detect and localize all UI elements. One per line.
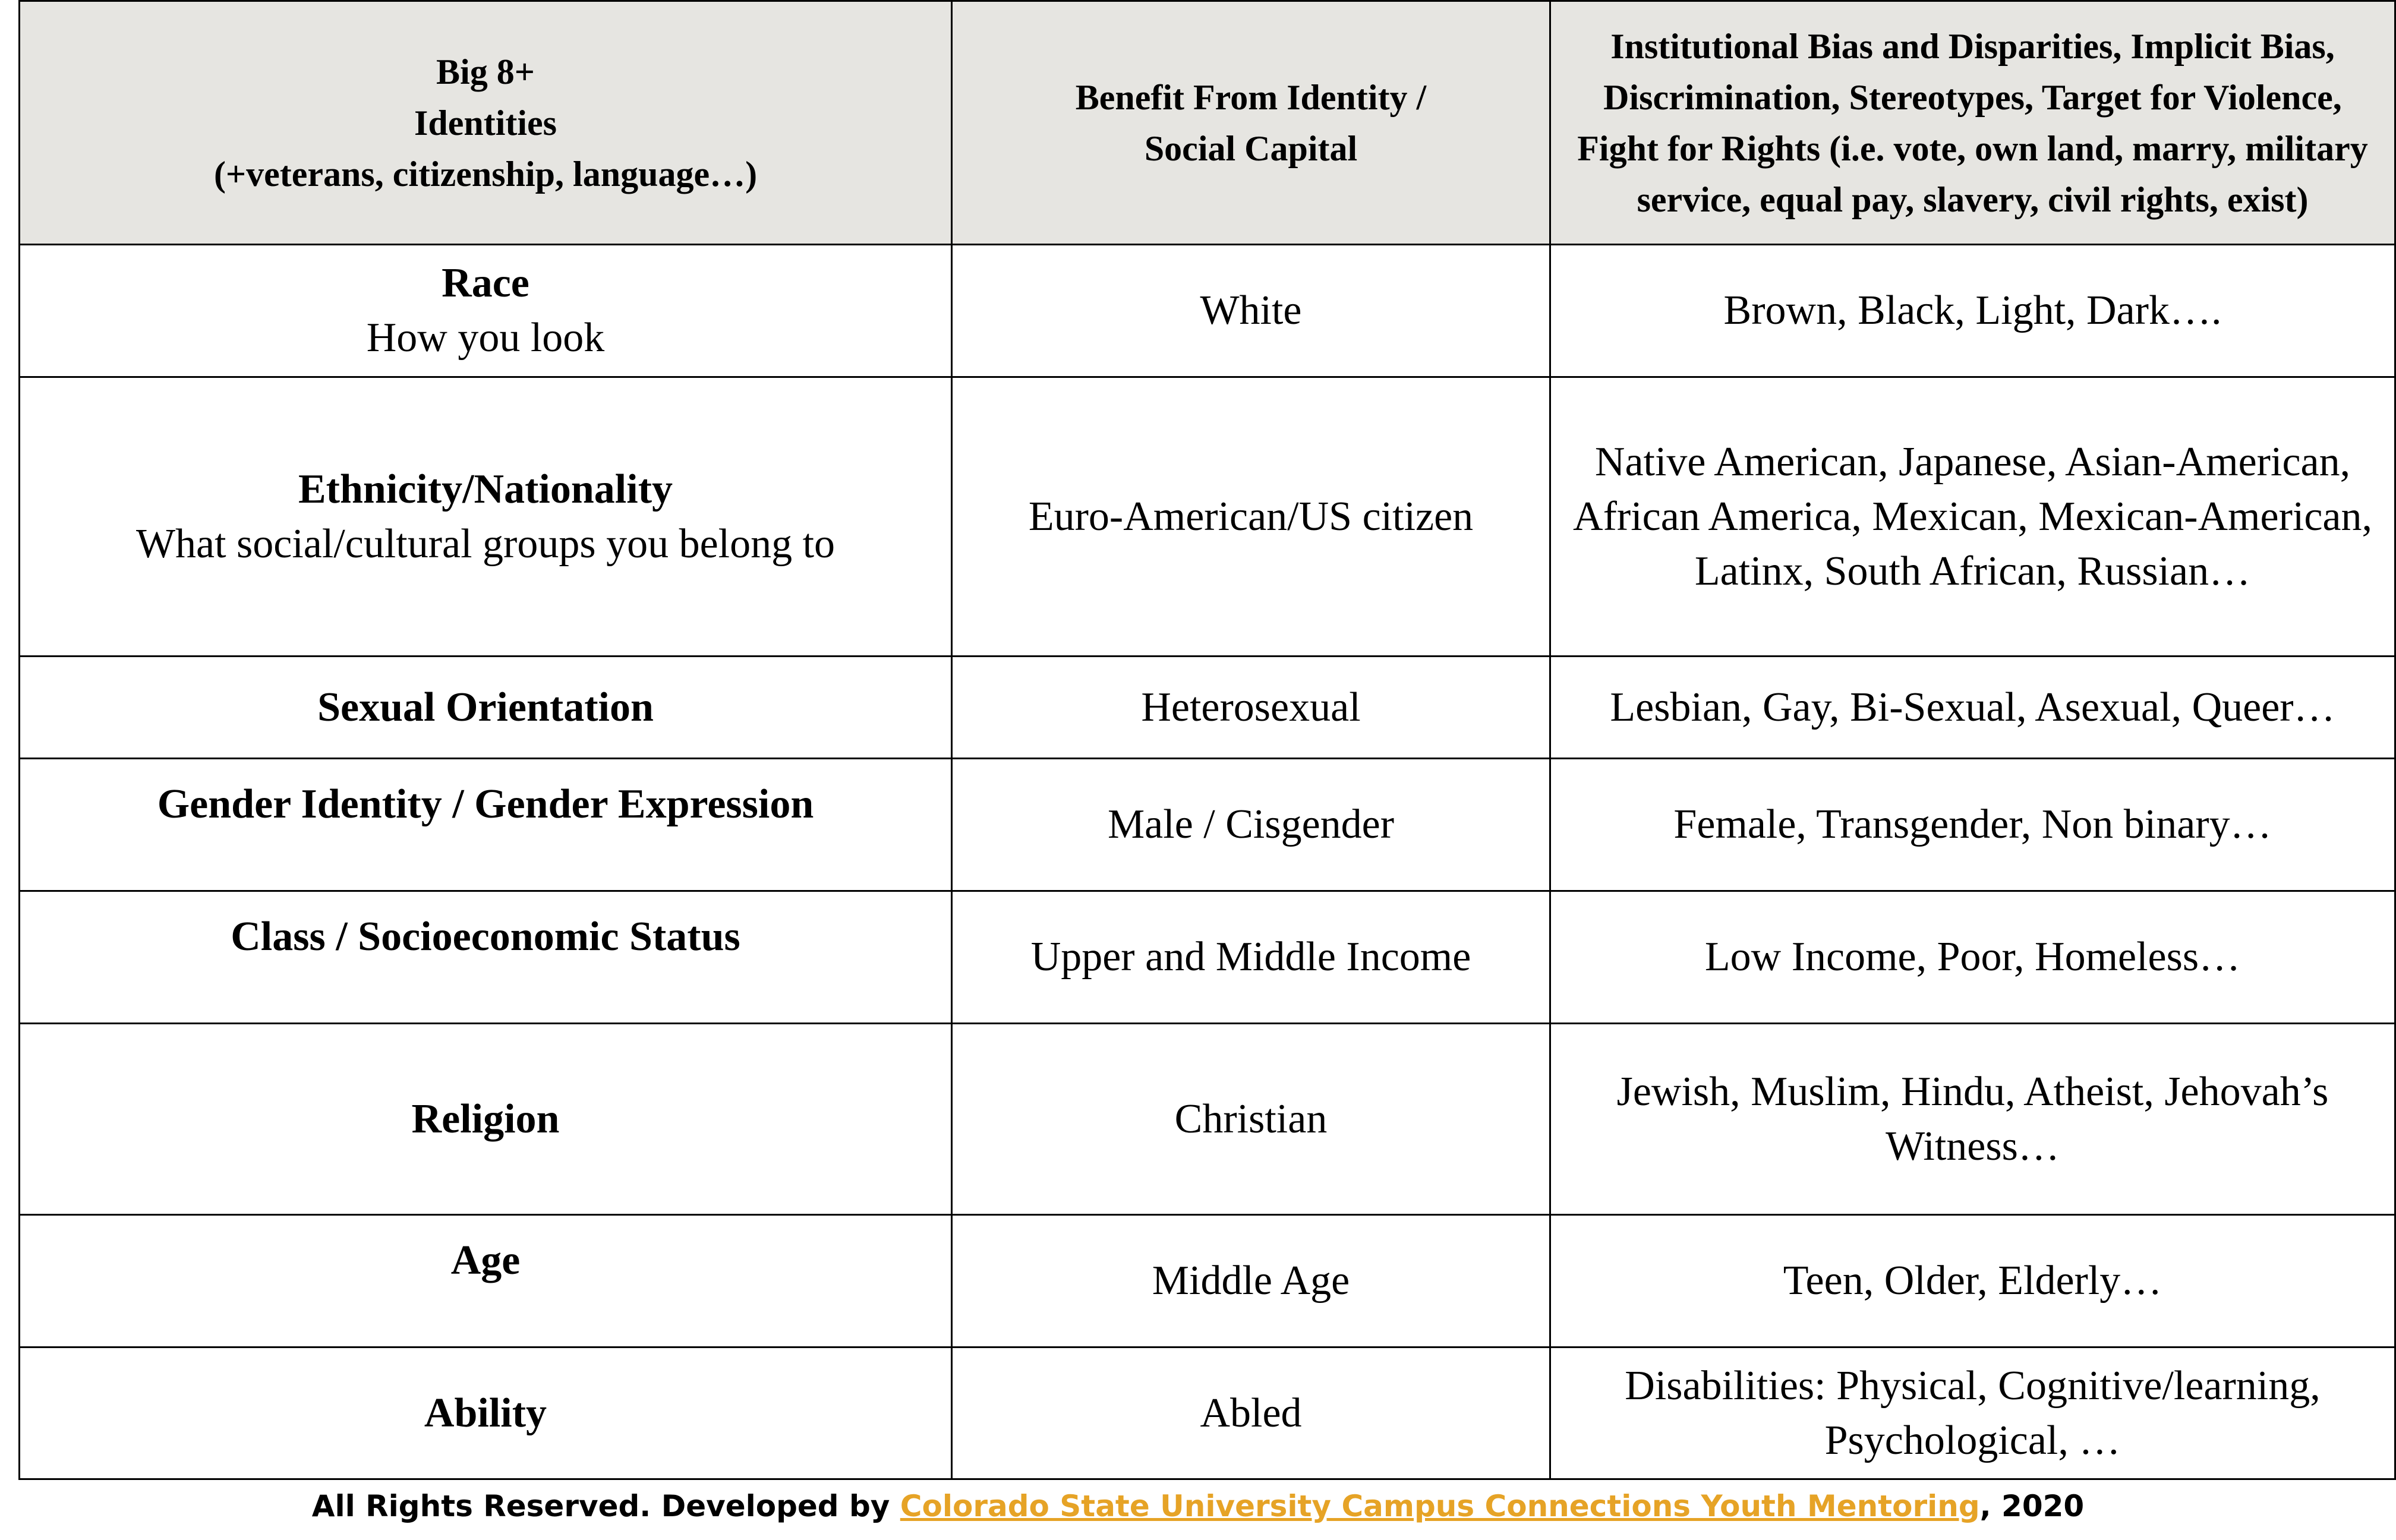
table-row-religion — [20, 1024, 2395, 1215]
identity-cell — [20, 1024, 952, 1215]
identity-cell — [20, 1215, 952, 1348]
benefit-cell: Upper and Middle Income — [952, 891, 1550, 1024]
header-identities-line2: Identities — [414, 103, 557, 143]
identity-label: Ethnicity/Nationality — [298, 466, 673, 512]
bias-cell: Disabilities: Physical, Cognitive/learning, Psychological, … — [1550, 1348, 2395, 1479]
identity-label: Gender Identity / Gender Expression — [157, 781, 814, 827]
benefit-cell: Male / Cisgender — [952, 759, 1550, 891]
table-row-ability — [20, 1348, 2395, 1479]
bias-cell: Female, Transgender, Non binary… — [1550, 759, 2395, 891]
header-identities-line1: Big 8+ — [436, 52, 535, 91]
identity-cell — [20, 657, 952, 759]
identity-description: What social/cultural groups you belong to — [135, 520, 836, 567]
table-row-age — [20, 1215, 2395, 1348]
identity-label: Age — [450, 1238, 521, 1283]
header-bias-line1: Institutional Bias and Disparities, Implicit Bias, — [1610, 26, 2335, 66]
benefit-cell: White — [952, 245, 1550, 377]
identity-label: Race — [442, 260, 529, 306]
benefit-cell: Euro-American/US citizen — [952, 377, 1550, 657]
table-row-race — [20, 245, 2395, 377]
identity-label: Ability — [424, 1390, 547, 1436]
footer-prefix: All Rights Reserved. Developed by — [311, 1489, 900, 1523]
table-row-class — [20, 891, 2395, 1024]
footer-suffix: , 2020 — [1979, 1489, 2085, 1523]
bias-cell: Native American, Japanese, Asian-American, African America, Mexican, Mexican-American, Latinx, South African, Russian… — [1550, 377, 2395, 657]
bias-cell: Low Income, Poor, Homeless… — [1550, 891, 2395, 1024]
header-bias — [1550, 1, 2395, 245]
identity-label: Religion — [411, 1096, 560, 1142]
identity-cell — [20, 245, 952, 377]
header-benefit-line2: Social Capital — [1144, 128, 1358, 168]
table-row-ethnicity — [20, 377, 2395, 657]
header-bias-line4: service, equal pay, slavery, civil rights, exist) — [1637, 179, 2309, 219]
identity-description: How you look — [366, 315, 605, 361]
header-bias-line2: Discrimination, Stereotypes, Target for Violence, — [1603, 77, 2342, 117]
table-row-gender — [20, 759, 2395, 891]
header-identities-line3: (+veterans, citizenship, language…) — [213, 154, 758, 194]
identity-cell — [20, 891, 952, 1024]
table-row-sexual-orientation — [20, 657, 2395, 759]
bias-cell: Brown, Black, Light, Dark…. — [1550, 245, 2395, 377]
benefit-cell: Middle Age — [952, 1215, 1550, 1348]
identity-cell — [20, 1348, 952, 1479]
identity-cell — [20, 377, 952, 657]
identity-table — [18, 0, 2396, 1480]
bias-cell: Lesbian, Gay, Bi-Sexual, Asexual, Queer… — [1550, 657, 2395, 759]
identity-label: Class / Socioeconomic Status — [231, 914, 740, 960]
benefit-cell: Heterosexual — [952, 657, 1550, 759]
benefit-cell: Christian — [952, 1024, 1550, 1215]
identity-table-container — [18, 0, 2396, 1478]
copyright-footer — [0, 1482, 2396, 1530]
bias-cell: Jewish, Muslim, Hindu, Atheist, Jehovah’s Witness… — [1550, 1024, 2395, 1215]
identity-cell — [20, 759, 952, 891]
header-bias-line3: Fight for Rights (i.e. vote, own land, marry, military — [1577, 128, 2368, 168]
identity-label: Sexual Orientation — [317, 684, 654, 730]
header-row — [20, 1, 2395, 245]
header-identities — [20, 1, 952, 245]
header-benefit — [952, 1, 1550, 245]
bias-cell: Teen, Older, Elderly… — [1550, 1215, 2395, 1348]
footer-link[interactable]: Colorado State University Campus Connections Youth Mentoring — [900, 1489, 1980, 1523]
header-benefit-line1: Benefit From Identity / — [1075, 77, 1427, 117]
benefit-cell: Abled — [952, 1348, 1550, 1479]
